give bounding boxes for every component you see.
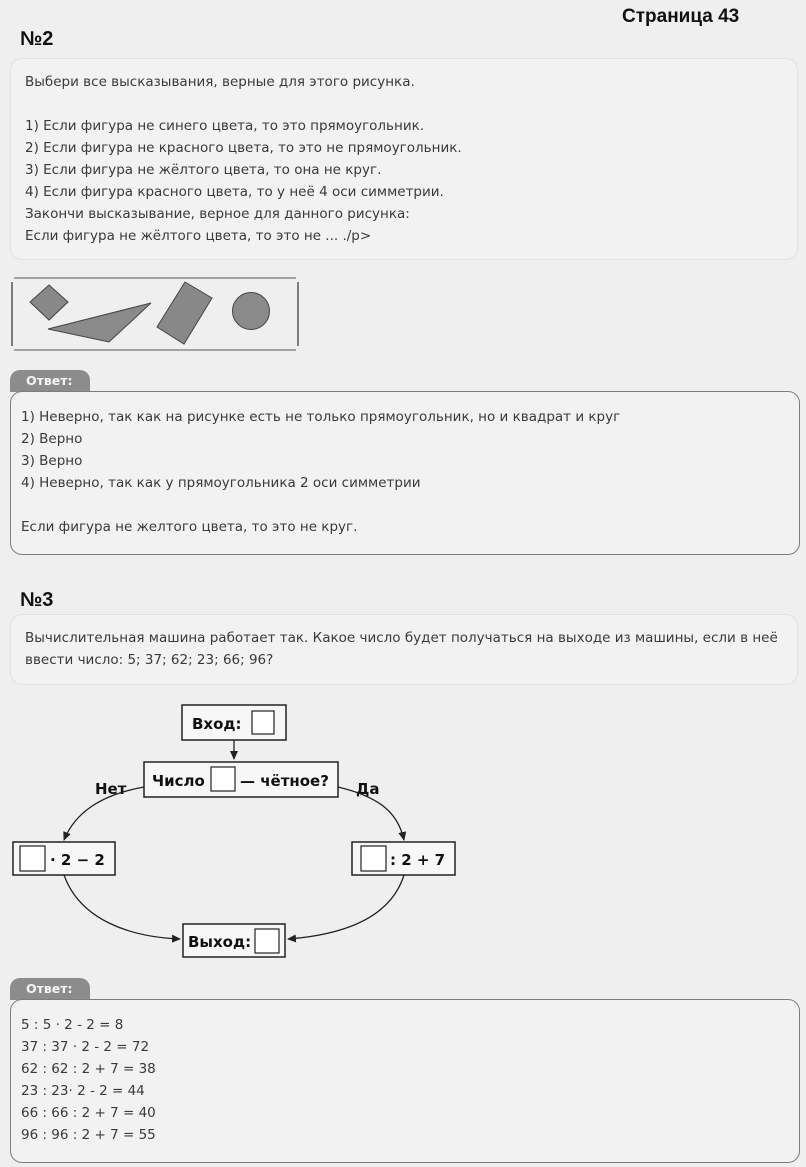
square-shape <box>30 285 68 320</box>
task-3-question: Вычислительная машина работает так. Какое число будет получаться на выходе из машины, если в неё ввести число: 5; 37; 62; 23; 66; 96? <box>25 630 778 668</box>
right-slot-box <box>361 846 386 871</box>
input-label: Вход: <box>192 715 242 733</box>
task-2-answer-line: 2) Верно <box>21 431 83 447</box>
left-slot-box <box>20 846 45 871</box>
task-2-line: Если фигура не жёлтого цвета, то это не ... ./p> <box>25 228 372 244</box>
task-3-machine-diagram <box>0 695 470 967</box>
divide-operation-text: : 2 + 7 <box>390 851 446 869</box>
task-3-question-card <box>10 614 798 685</box>
output-slot-box <box>255 929 279 953</box>
task-2-question-card <box>10 58 798 260</box>
task-2-number: №2 <box>20 28 54 50</box>
arrow-right-to-output <box>288 875 404 939</box>
task-3-answer-card <box>10 999 800 1163</box>
multiply-operation-text: · 2 − 2 <box>50 851 105 869</box>
input-slot-box <box>252 711 274 734</box>
task-2-shapes-figure <box>8 274 302 354</box>
triangle-shape <box>48 303 151 342</box>
task-2-answer-final: Если фигура не желтого цвета, то это не круг. <box>21 519 358 535</box>
task-2-line: Закончи высказывание, верное для данного рисунка: <box>25 206 410 222</box>
task-2-answer-line: 3) Верно <box>21 453 83 469</box>
task-2-line: 4) Если фигура красного цвета, то у неё 4 оси симметрии. <box>25 184 444 200</box>
task-2-line: 2) Если фигура не красного цвета, то это не прямоугольник. <box>25 140 462 156</box>
condition-prefix: Число <box>152 772 205 790</box>
rectangle-shape <box>157 282 212 344</box>
task-2-line: 1) Если фигура не синего цвета, то это прямоугольник. <box>25 118 425 134</box>
task-2-blank-line <box>25 93 783 115</box>
task-3-answer-line: 37 : 37 · 2 - 2 = 72 <box>21 1039 150 1055</box>
page-title: Страница 43 <box>622 6 740 27</box>
no-branch-label: Нет <box>95 780 127 798</box>
task-3-answer-line: 5 : 5 · 2 - 2 = 8 <box>21 1017 124 1033</box>
task-3-answer-line: 62 : 62 : 2 + 7 = 38 <box>21 1061 156 1077</box>
task-2-answer-tab: Ответ: <box>10 370 90 392</box>
task-2-line: 3) Если фигура не жёлтого цвета, то она не круг. <box>25 162 382 178</box>
task-3-answer-tab: Ответ: <box>10 978 90 1000</box>
task-2-answer-line: 1) Неверно, так как на рисунке есть не только прямоугольник, но и квадрат и круг <box>21 409 621 425</box>
yes-branch-label: Да <box>356 780 380 798</box>
condition-slot-box <box>211 767 235 791</box>
task-2-answer-card <box>10 391 800 555</box>
condition-suffix: — чётное? <box>240 772 329 790</box>
task-2-line: Выбери все высказывания, верные для этого рисунка. <box>25 74 415 90</box>
task-3-answer-line: 23 : 23· 2 - 2 = 44 <box>21 1083 145 1099</box>
output-label: Выход: <box>188 933 252 951</box>
circle-shape <box>233 293 270 330</box>
task-2-answer-line: 4) Неверно, так как у прямоугольника 2 оси симметрии <box>21 475 421 491</box>
task-3-answer-line: 66 : 66 : 2 + 7 = 40 <box>21 1105 156 1121</box>
task-3-number: №3 <box>20 589 54 611</box>
arrow-left-to-output <box>64 875 180 939</box>
task-3-answer-line: 96 : 96 : 2 + 7 = 55 <box>21 1127 156 1143</box>
task-2-answer-blank <box>21 494 789 516</box>
